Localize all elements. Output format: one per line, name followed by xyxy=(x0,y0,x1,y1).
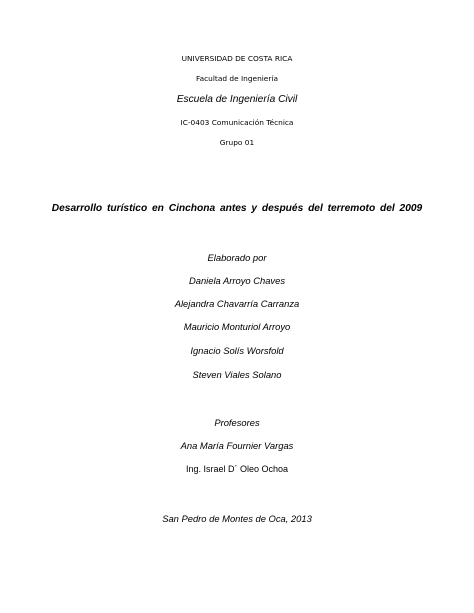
author-name: Ignacio Solís Worsfold xyxy=(190,345,284,356)
author-name: Daniela Arroyo Chaves xyxy=(188,275,286,286)
group-label: Grupo 01 xyxy=(219,138,255,147)
course-name: IC-0403 Comunicación Técnica xyxy=(180,118,294,127)
author-name: Steven Viales Solano xyxy=(192,369,282,380)
place-and-date: San Pedro de Montes de Oca, 2013 xyxy=(162,513,312,524)
author-name: Mauricio Monturiol Arroyo xyxy=(183,321,291,332)
professor-name: Ing. Israel D´ Oleo Ochoa xyxy=(185,464,289,474)
university-name: UNIVERSIDAD DE COSTA RICA xyxy=(181,54,293,63)
school-name: Escuela de Ingeniería Civil xyxy=(176,94,298,105)
author-name: Alejandra Chavarría Carranza xyxy=(174,298,300,309)
document-title: Desarrollo turístico en Cinchona antes y después del terremoto del 2009 xyxy=(51,203,423,214)
faculty-name: Facultad de Ingeniería xyxy=(196,74,278,83)
professor-name: Ana María Fournier Vargas xyxy=(180,440,294,451)
authors-label: Elaborado por xyxy=(207,252,267,263)
professors-label: Profesores xyxy=(214,417,260,428)
